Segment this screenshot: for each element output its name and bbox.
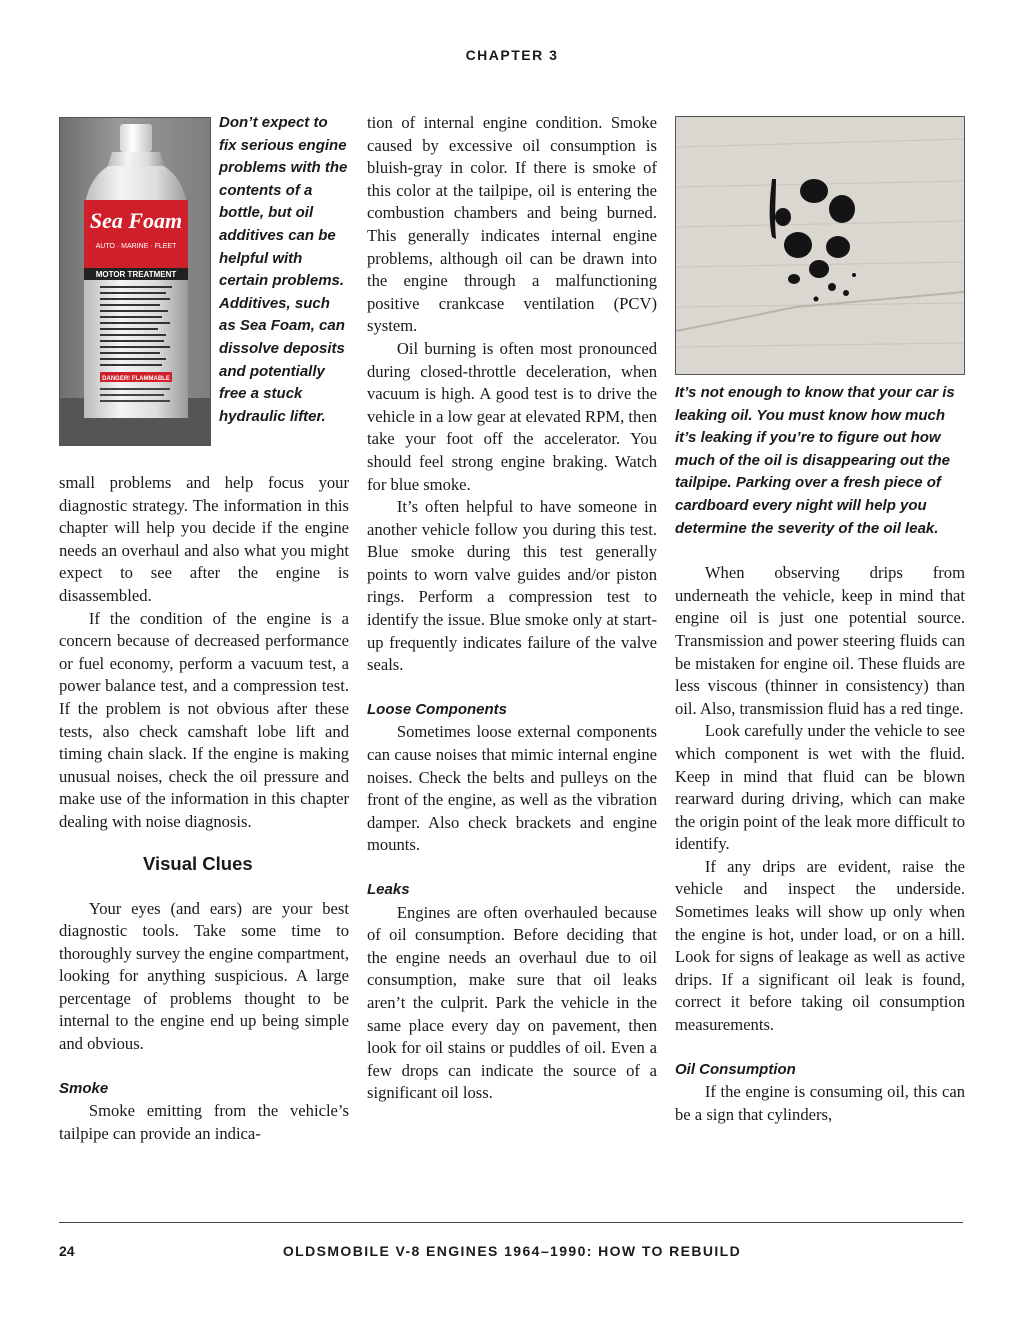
footer-book-title: OLDSMOBILE V-8 ENGINES 1964–1990: HOW TO REBUILD [282, 1243, 742, 1259]
footer-rule [59, 1222, 963, 1223]
section-heading-visual-clues: Visual Clues [143, 852, 253, 874]
col2-paragraph-5: Engines are often overhauled because of oil consumption. Before deciding that the engine needs an overhaul due to oil consumption, make sure that oil leaks aren’t the culprit. Park the vehicle in the same place every day on pavement, then look for oil stains or puddles of oil. Even a few drops can indicate the source of a significant oil loss. [367, 902, 657, 1103]
subheading-smoke: Smoke [59, 1079, 109, 1097]
column-1 [59, 112, 349, 1145]
chapter-header: CHAPTER 3 [465, 47, 559, 63]
col3-paragraph-1: When observing drips from underneath the vehicle, keep in mind that engine oil is just one potential source. Transmission and power steering fluids can be mistaken for engine oil. These fluids are less viscous (thinner in consistency) than oil. Also, transmission fluid has a red tinge. [675, 563, 965, 718]
col1-paragraph-3: Your eyes (and ears) are your best diagnostic tools. Take some time to thoroughly survey the engine compartment, looking for anything suspicious. A large percentage of problems thought to be internal to the engine end up being simple and obvious. [59, 898, 349, 1054]
column-2 [367, 112, 657, 1105]
col2-paragraph-4: Sometimes loose external components can cause noises that mimic internal engine noises. Check the belts and pulleys on the front of the engine, as well as the vibration damper. Also check brackets and engine mounts. [367, 722, 657, 855]
col2-paragraph-2: Oil burning is often most pronounced during closed-throttle deceleration, when vacuum is high. A good test is to drive the vehicle in a low gear at elevated RPM, then take your foot off the accelerator. You should feel strong engine braking. Watch for blue smoke. [367, 338, 657, 494]
col1-paragraph-2: If the condition of the engine is a concern because of decreased performance or fuel economy, perform a vacuum test, a power balance test, and a compression test. If the problem is not obvious after these tests, also check camshaft lobe lift and timing chain slack. If the engine is making unusual noises, check the oil pressure and make use of the information in this chapter dealing with noise diagnosis. [59, 608, 349, 831]
subheading-oil-consumption: Oil Consumption [675, 1060, 796, 1078]
col1-paragraph-1: small problems and help focus your diagnostic strategy. The information in this chapter will help you decide if the engine needs an overhaul and also what you might expect to see after the engine is disassembled. [59, 473, 349, 605]
col1-paragraph-4: Smoke emitting from the vehicle’s tailpipe can provide an indica- [59, 1101, 349, 1143]
oil-drips-illustration [676, 117, 964, 374]
col3-paragraph-3: If any drips are evident, raise the vehicle and inspect the underside. Sometimes leaks will show up only when the engine is hot, under load, or on a hill. Look for signs of leakage as well as active drips. If a significant oil leak is found, correct it before taking oil consumption measurements. [675, 856, 965, 1035]
col3-paragraph-4: If the engine is consuming oil, this can be a sign that cylinders, [675, 1082, 965, 1124]
can-label: MOTOR TREATMENT [95, 270, 177, 279]
can-subtitle: AUTO · MARINE · FLEET [95, 243, 177, 250]
subheading-leaks: Leaks [367, 881, 410, 898]
photo-caption-left: Don’t expect to fix serious engine problems with the contents of a bottle, but oil additives can be helpful with certain problems. Additives, such as Sea Foam, can dissolve deposits and potentially free a stuck hydraulic lifter. [219, 114, 348, 425]
subheading-loose-components: Loose Components [367, 700, 508, 718]
column-3 [675, 382, 965, 1126]
page-number: 24 [59, 1243, 75, 1259]
can-brand: Sea Foam [89, 208, 183, 233]
col2-paragraph-3: It’s often helpful to have someone in another vehicle follow you during this test. Blue smoke during this test generally points to worn valve guides and/or piston rings. Perform a compression test to identify the issue. Blue smoke only at start-up frequently indicates failure of the valve seals. [367, 497, 657, 675]
col2-paragraph-1: tion of internal engine condition. Smoke caused by excessive oil consumption is bluish-gray in color. If there is smoke of this color at the tailpipe, oil is entering the combustion chambers and being burned. This generally indicates internal engine problems, although oil can be drawn into the engine through a malfunctioning positive crankcase ventilation (PCV) system. [367, 113, 657, 336]
col3-paragraph-2: Look carefully under the vehicle to see which component is wet with the fluid. Keep in mind that fluid can be blown rearward during driving, which can make the origin point of the leak more difficult to identify. [675, 721, 965, 854]
can-warning: DANGER! FLAMMABLE [102, 376, 170, 382]
oil-drips-photo [675, 116, 965, 375]
photo-caption-right: It’s not enough to know that your car is leaking oil. You must know how much it’s leaking if you’re to figure out how much of the oil is disappearing out the tailpipe. Parking over a fresh piece of cardboard every night will help you determine the severity of the oil leak. [675, 384, 955, 537]
